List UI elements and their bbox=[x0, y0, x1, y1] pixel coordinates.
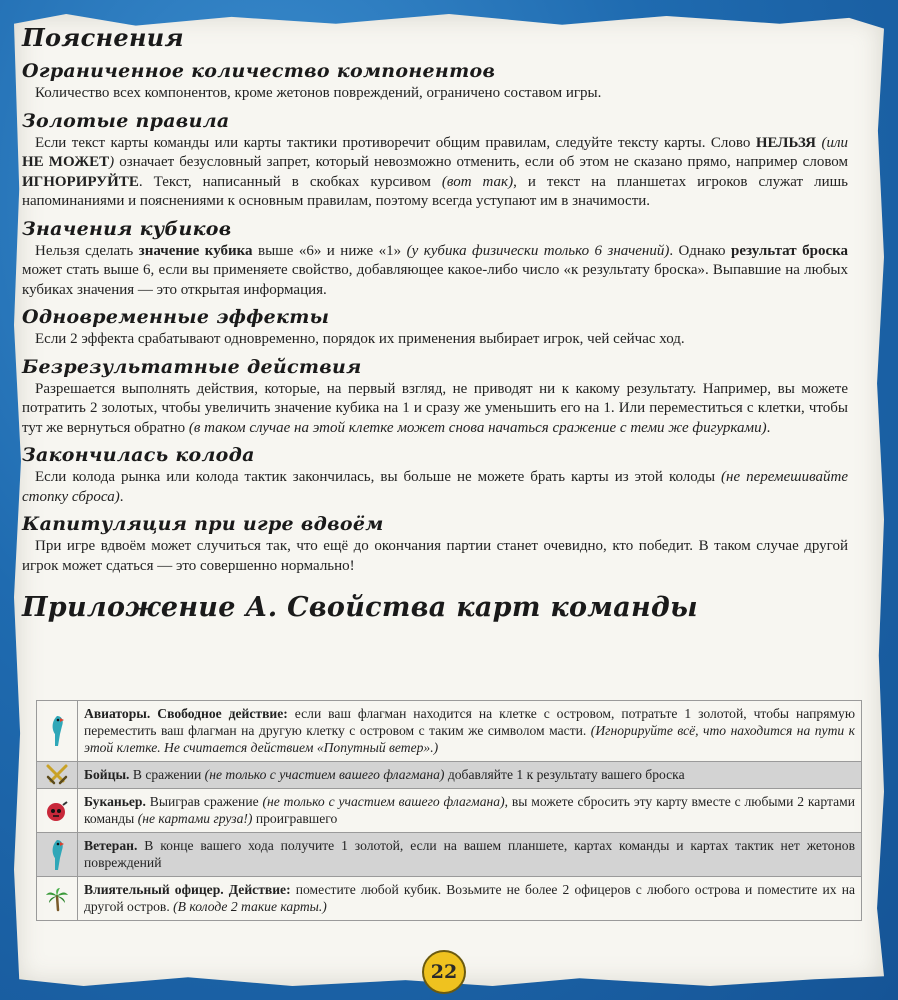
page-title: Пояснения bbox=[22, 23, 184, 52]
section-heading: Одновременные эффекты bbox=[22, 306, 330, 328]
crew-cards-table bbox=[36, 700, 862, 921]
parrot-icon bbox=[48, 838, 66, 872]
section-text: Разрешается выполнять действия, которые, на первый взгляд, не приводят ни к какому результату. Например, вы можете потратить 2 золотых, чтобы увеличить значение кубика на 1 и сразу же уменьшить его на 1. Или переместиться с клетки, чтобы тут же вернуться обратно (в таком случае на этой клетке может снова начаться сражение с теми же фигурками). bbox=[22, 380, 848, 436]
page-number: 22 bbox=[422, 950, 466, 994]
section-heading: Значения кубиков bbox=[22, 217, 232, 240]
explanations-content bbox=[22, 22, 848, 626]
table-row bbox=[37, 833, 862, 877]
section-heading: Ограниченное количество компонентов bbox=[22, 60, 496, 82]
section-text: Если текст карты команды или карты тактики противоречит общим правилам, следуйте тексту карты. Слово НЕЛЬЗЯ (или НЕ МОЖЕТ) означает безусловный запрет, который невозможно отменить, если об этом не сказано прямо, например словом ИГНОРИРУЙТЕ. Текст, написанный в скобках курсивом (вот так), и текст на планшетах игроков служат лишь напоминаниями и пояснениями к основным правилам, поэтому всегда уступают им в значимости. bbox=[22, 134, 849, 209]
card-description: Влиятельный офицер. Действие: поместите любой кубик. Возьмите не более 2 офицеров с любого острова и поместите их на другой остров. (В колоде 2 такие карты.) bbox=[78, 877, 862, 921]
section-text: Нельзя сделать значение кубика выше «6» и ниже «1» (у кубика физически только 6 значений). Однако результат броска может стать выше 6, если вы применяете свойство, добавляющее какое-либо число «к результату броска». Выпавшие на любых кубиках значения — это открытая информация. bbox=[22, 242, 849, 298]
card-icon-cell bbox=[37, 877, 78, 921]
card-description: Бойцы. В сражении (не только с участием вашего флагмана) добавляйте 1 к результату вашего броска bbox=[78, 762, 862, 789]
crossed-swords-icon bbox=[45, 763, 69, 787]
table-row bbox=[37, 789, 862, 833]
appendix-title: Приложение А. Свойства карт команды bbox=[22, 592, 698, 623]
parrot-icon bbox=[48, 714, 66, 748]
section-text: Если 2 эффекта срабатывают одновременно, порядок их применения выбирает игрок, чей сейчас ход. bbox=[35, 331, 685, 347]
table-row bbox=[37, 762, 862, 789]
card-description: Буканьер. Выиграв сражение (не только с участием вашего флагмана), вы можете сбросить эту карту вместе с любыми 2 картами команды (не картами груза!) проигравшего bbox=[78, 789, 862, 833]
section-text: При игре вдвоём может случиться так, что ещё до окончания партии станет очевидно, кто победит. В таком случае другой игрок может сдаться — это совершенно нормально! bbox=[22, 538, 848, 574]
section-heading: Капитуляция при игре вдвоём bbox=[22, 513, 384, 535]
section-text: Если колода рынка или колода тактик закончилась, вы больше не можете брать карты из этой колоды (не перемешивайте стопку сброса). bbox=[22, 469, 849, 505]
section-heading: Безрезультатные действия bbox=[22, 355, 362, 378]
skull-bomb-icon bbox=[45, 800, 69, 822]
section-text: Количество всех компонентов, кроме жетонов повреждений, ограничено составом игры. bbox=[35, 85, 602, 101]
card-icon-cell bbox=[37, 833, 78, 877]
table-row bbox=[37, 701, 862, 762]
section-heading: Золотые правила bbox=[22, 109, 230, 132]
card-icon-cell bbox=[37, 762, 78, 789]
card-icon-cell bbox=[37, 789, 78, 833]
card-icon-cell bbox=[37, 701, 78, 762]
card-description: Авиаторы. Свободное действие: если ваш флагман находится на клетке с островом, потратьте 1 золотой, чтобы напрямую переместить ваш флагман на другую клетку с островом с таким же символом масти. (Игнорируйте всё, что находится на пути к этой клетке. Не считается действием «Попутный ветер».) bbox=[78, 701, 862, 762]
table-row bbox=[37, 877, 862, 921]
palm-tree-icon bbox=[44, 886, 70, 912]
card-description: Ветеран. В конце вашего хода получите 1 золотой, если на вашем планшете, картах команды и картах тактик нет жетонов повреждений bbox=[78, 833, 862, 877]
section-heading: Закончилась колода bbox=[22, 444, 255, 466]
